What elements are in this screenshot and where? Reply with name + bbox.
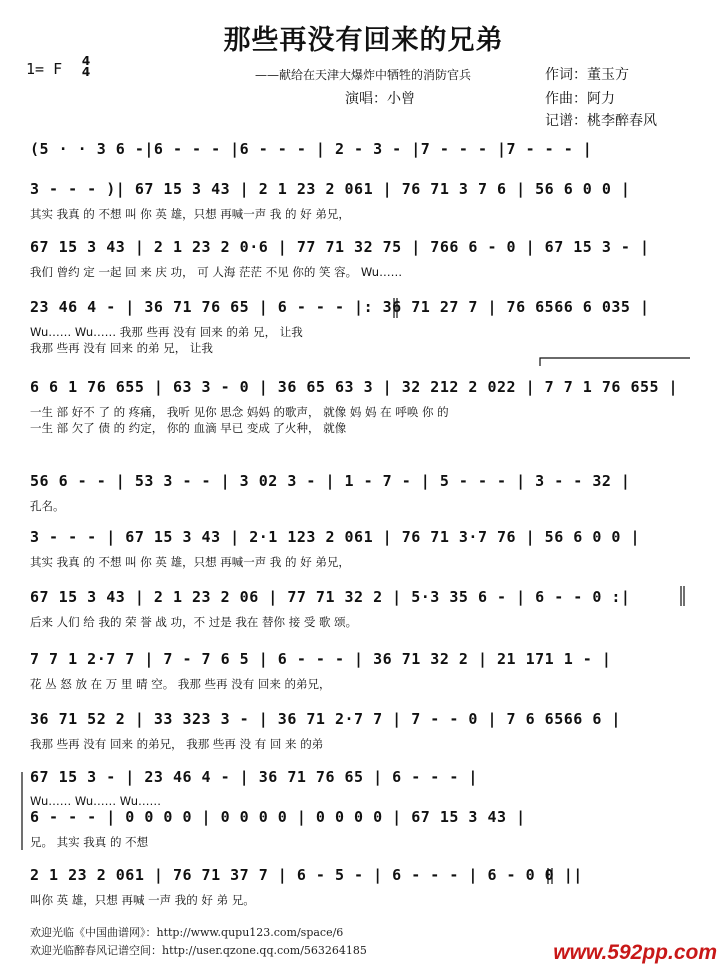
lyric-line: 一生 部 好不 了 的 疼痛， 我听 见你 思念 妈妈 的歌声， 就像 妈 妈 在 呼唤 你 的	[30, 405, 449, 419]
lyric-line: 孔名。	[30, 499, 65, 513]
lyric-line: 其实 我真 的 不想 叫 你 英 雄，只想 再喊一声 我 的 好 弟兄，	[30, 555, 350, 569]
repeat-end-bar	[681, 586, 684, 606]
lyric-line: 我那 些再 没有 回来 的弟 兄， 让我	[30, 341, 213, 355]
song-title: 那些再没有回来的兄弟	[223, 25, 504, 56]
notation-row: 67 15 3 43 | 2 1 23 2 06 | 77 71 32 2 | 5·3 35 6 - | 6 - - 0 :|	[30, 588, 631, 606]
key-signature: 1= F	[26, 60, 63, 78]
lyric-line: Wu…… Wu…… 我那 些再 没有 回来 的弟 兄， 让我	[30, 325, 303, 339]
notation-row: 6 - - - | 0 0 0 0 | 0 0 0 0 | 0 0 0 0 | 67 15 3 43 |	[30, 808, 526, 826]
lyric-line: 后来 人们 给 我的 荣 誉 战 功，不 过是 我在 替你 接 受 歌 颂。	[30, 615, 358, 629]
lyric-line: 一生 部 欠了 债 的 约定， 你的 血滴 早已 变成 了火种， 就像	[30, 421, 347, 435]
notation-row: 36 71 52 2 | 33 323 3 - | 36 71 2·7 7 | 7 - - 0 | 7 6 6566 6 |	[30, 710, 621, 728]
composer-credit: 作曲：阿力	[545, 91, 615, 107]
dedication: ——献给在天津大爆炸中牺牲的消防官兵	[255, 68, 472, 82]
lyric-line: 兄。 其实 我真 的 不想	[30, 835, 149, 849]
notation-row: 23 46 4 - | 36 71 76 65 | 6 - - - |: 36 71 27 7 | 76 6566 6 035 |	[30, 298, 650, 316]
notation-row: 2 1 23 2 061 | 76 71 37 7 | 6 - 5 - | 6 - - - | 6 - 0 0 ||	[30, 866, 583, 884]
notation-row: 3 - - - )| 67 15 3 43 | 2 1 23 2 061 | 76 71 3 7 6 | 56 6 0 0 |	[30, 180, 631, 198]
site-watermark: www.592pp.com	[553, 941, 717, 964]
notation-row: 6 6 1 76 655 | 63 3 - 0 | 36 65 63 3 | 32 212 2 022 | 7 7 1 76 655 |	[30, 378, 679, 396]
footer-line-1: 欢迎光临《中国曲谱网》：http://www.qupu123.com/space/6	[30, 926, 344, 939]
lyric-line: 叫你 英 雄，只想 再喊 一声 我的 好 弟 兄。	[30, 893, 255, 907]
notation-row: 56 6 - - | 53 3 - - | 3 02 3 - | 1 - 7 - | 5 - - - | 3 - - 32 |	[30, 472, 631, 490]
singer-credit: 演唱：小曾	[345, 91, 415, 107]
lyric-line: 其实 我真 的 不想 叫 你 英 雄，只想 再喊一声 我 的 好 弟兄，	[30, 207, 350, 221]
notation-row: 7 7 1 2·7 7 | 7 - 7 6 5 | 6 - - - | 36 71 32 2 | 21 171 1 - |	[30, 650, 612, 668]
volta-bracket	[540, 358, 690, 366]
lyric-line: 花 丛 怒 放 在 万 里 晴 空。 我那 些再 没有 回来 的弟兄，	[30, 677, 331, 691]
lyric-line: 我们 曾约 定 一起 回 来 庆 功， 可 人海 茫茫 不见 你的 笑 容。 Wu……	[30, 265, 403, 279]
notation-row: 67 15 3 43 | 2 1 23 2 0·6 | 77 71 32 75 | 766 6 - 0 | 67 15 3 - |	[30, 238, 650, 256]
transcriber-credit: 记谱：桃李醉春风	[545, 113, 657, 129]
notation-row: (5 · · 3 6 -|6 - - - |6 - - - | 2 - 3 - |7 - - - |7 - - - |	[30, 140, 593, 158]
lyricist-credit: 作词：董玉方	[545, 67, 629, 83]
meter-top: 4	[81, 54, 91, 68]
notation-row: 67 15 3 - | 23 46 4 - | 36 71 76 65 | 6 - - - |	[30, 768, 478, 786]
lyric-line: 我那 些再 没有 回来 的弟兄， 我那 些再 没 有 回 来 的弟	[30, 737, 324, 751]
meter-bottom: 4	[81, 65, 91, 79]
notation-row: 3 - - - | 67 15 3 43 | 2·1 123 2 061 | 76 71 3·7 76 | 56 6 0 0 |	[30, 528, 640, 546]
time-signature	[79, 56, 93, 78]
footer-line-2: 欢迎光临醉春风记谱空间：http://user.qzone.qq.com/563264185	[30, 944, 367, 957]
lyric-line: Wu…… Wu…… Wu……	[30, 794, 162, 808]
